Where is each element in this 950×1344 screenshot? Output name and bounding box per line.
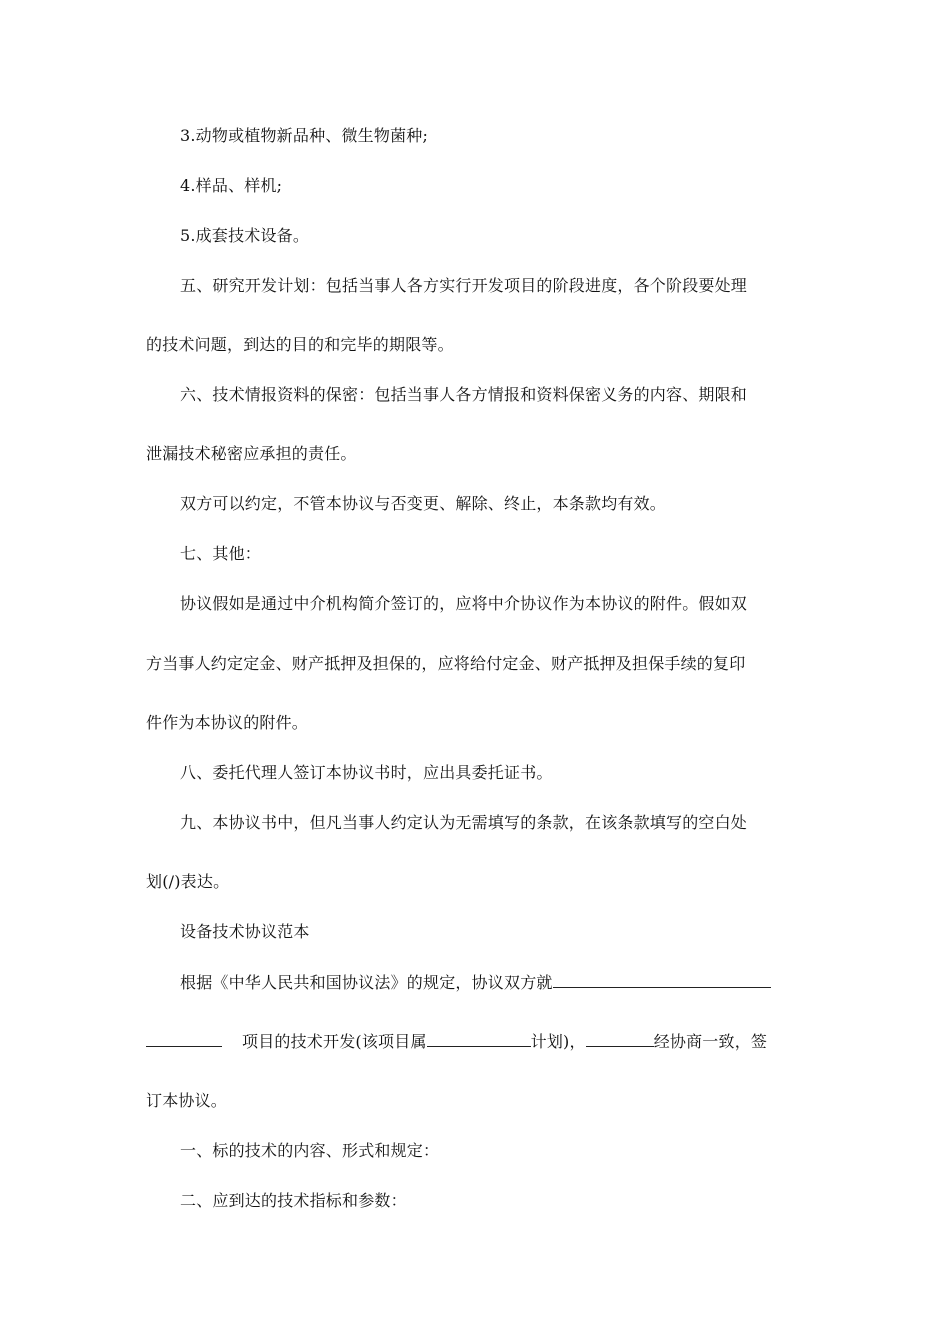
paragraph-line: 九、本协议书中，但凡当事人约定认为无需填写的条款，在该条款填写的空白处 <box>180 813 748 832</box>
paragraph-line: 八、委托代理人签订本协议书时，应出具委托证书。 <box>180 763 553 782</box>
paragraph-line: 件作为本协议的附件。 <box>146 713 309 732</box>
paragraph-line: 4.样品、样机; <box>180 176 283 195</box>
paragraph-line <box>180 972 771 993</box>
fill-in-blank <box>586 1031 654 1047</box>
section-heading: 七、其他： <box>180 544 262 563</box>
paragraph-line: 方当事人约定定金、财产抵押及担保的，应将给付定金、财产抵押及担保手续的复印 <box>146 654 746 673</box>
paragraph-line: 五、研究开发计划：包括当事人各方实行开发项目的阶段进度，各个阶段要处理 <box>180 276 748 295</box>
fill-in-blank <box>553 972 771 988</box>
paragraph-text: 计划)， <box>530 1032 586 1051</box>
paragraph-line: 3.动物或植物新品种、微生物菌种; <box>180 126 429 145</box>
paragraph-line: 5.成套技术设备。 <box>180 226 310 245</box>
paragraph-line: 协议假如是通过中介机构简介签订的，应将中介协议作为本协议的附件。假如双 <box>180 594 748 613</box>
paragraph-line: 双方可以约定，不管本协议与否变更、解除、终止，本条款均有效。 <box>180 494 667 513</box>
paragraph-text: 项目的技术开发(该项目属 <box>242 1032 427 1051</box>
paragraph-line: 泄漏技术秘密应承担的责任。 <box>146 444 357 463</box>
paragraph-text: 根据《中华人民共和国协议法》的规定，协议双方就 <box>180 973 553 992</box>
fill-in-blank <box>146 1031 222 1047</box>
paragraph-line: 划(/)表达。 <box>146 872 230 891</box>
paragraph-line: 二、应到达的技术指标和参数： <box>180 1191 407 1210</box>
paragraph-line: 一、标的技术的内容、形式和规定： <box>180 1141 440 1160</box>
fill-in-blank <box>427 1031 531 1047</box>
paragraph-line <box>146 1031 767 1052</box>
document-title: 设备技术协议范本 <box>180 922 310 941</box>
paragraph-line: 的技术问题，到达的目的和完毕的期限等。 <box>146 335 454 354</box>
paragraph-text: 经协商一致，签 <box>653 1032 768 1051</box>
paragraph-line: 六、技术情报资料的保密：包括当事人各方情报和资料保密义务的内容、期限和 <box>180 385 748 404</box>
paragraph-line: 订本协议。 <box>146 1091 228 1110</box>
